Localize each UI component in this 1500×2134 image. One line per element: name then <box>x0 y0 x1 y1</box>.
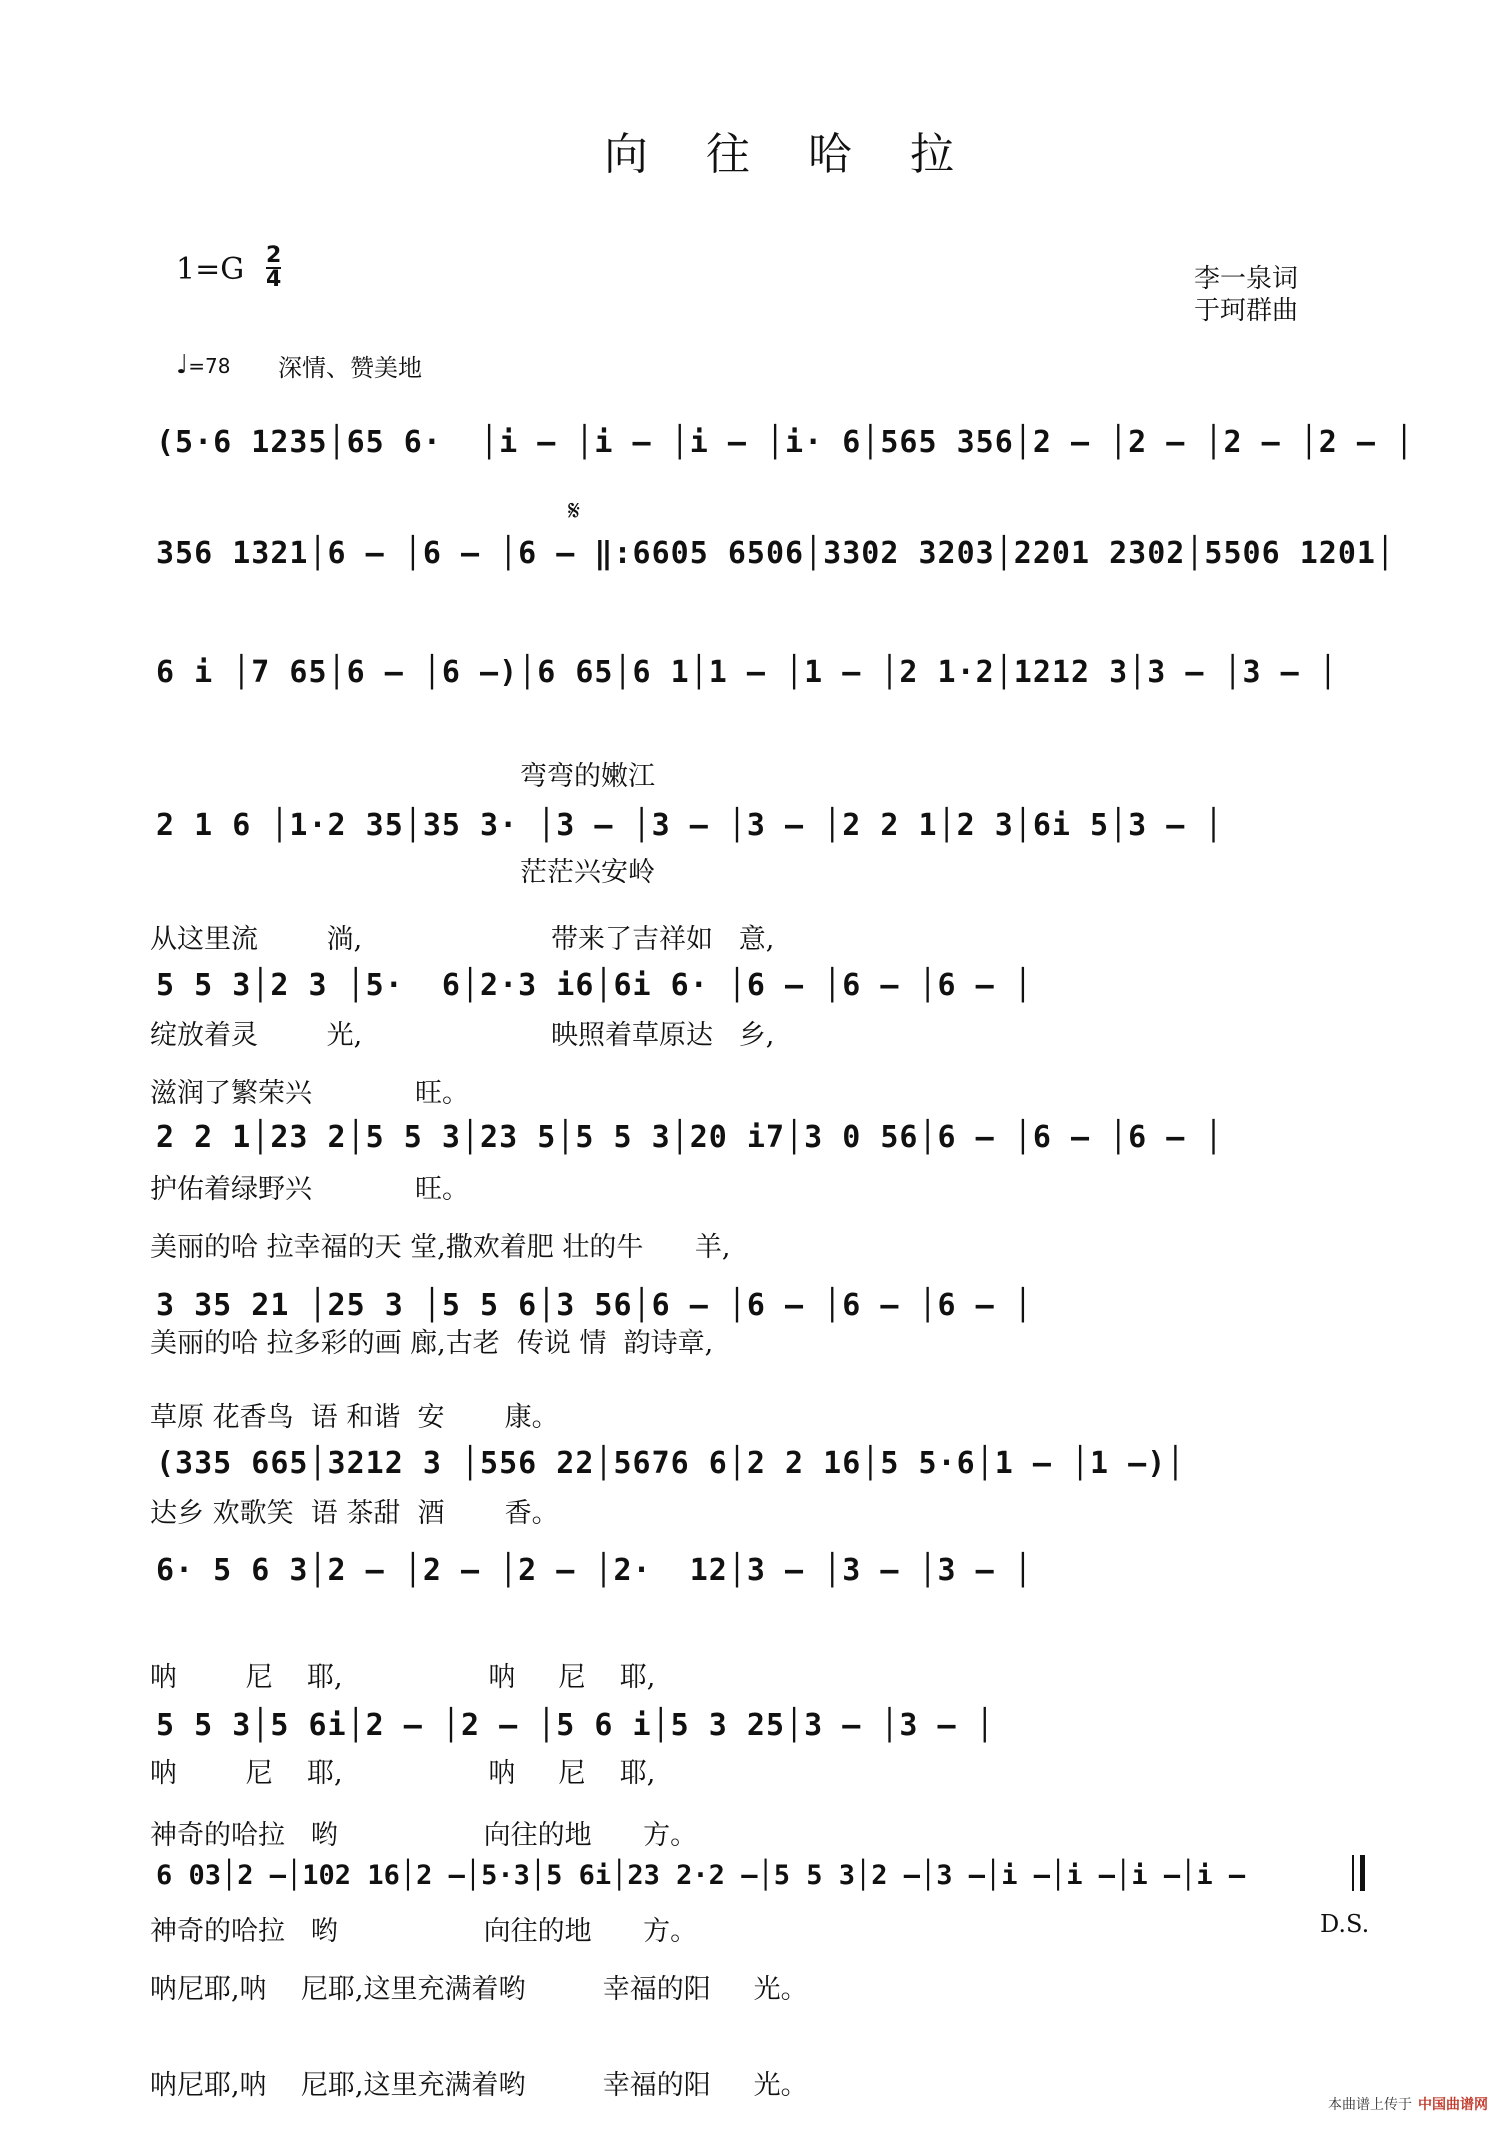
lyric-line: 呐尼耶,呐 尼耶,这里充满着哟 幸福的阳 光。 <box>150 2070 808 2101</box>
tempo-marking <box>176 350 230 380</box>
music-row-7: 3 35 21 │25 3 │5 5 6│3 56│6 – │6 – │6 – │6 – │ <box>156 1288 1033 1323</box>
lyric-line: 从这里流 淌, 带来了吉祥如 意, <box>150 924 775 955</box>
music-row-1: (5·6 1235│65 6· │i – │i – │i – │i· 6│565 356│2 – │2 – │2 – │2 – │ <box>156 425 1415 460</box>
music-row-11: 6 03│2 –│102 16│2 –│5·3│5 6i│23 2·2 –│5 5 3│2 –│3 –│i –│i –│i –│i – <box>156 1860 1246 1891</box>
lyric-line: 呐尼耶,呐 尼耶,这里充满着哟 幸福的阳 光。 <box>150 1974 808 2005</box>
key-signature: 1=G <box>176 252 245 287</box>
lyric-line: 茫茫兴安岭 <box>520 857 655 888</box>
segno-icon: 𝄋 <box>568 494 581 527</box>
tempo-value: =78 <box>188 354 231 378</box>
music-row-10: 5 5 3│5 6i│2 – │2 – │5 6 i│5 3 25│3 – │3 – │ <box>156 1708 995 1743</box>
lyric-line: 护佑着绿野兴 旺。 <box>150 1174 469 1205</box>
lyric-line: 呐 尼 耶, 呐 尼 耶, <box>150 1758 656 1789</box>
music-row-9: 6· 5 6 3│2 – │2 – │2 – │2· 12│3 – │3 – │3 – │ <box>156 1553 1033 1588</box>
footer-brand[interactable]: 中国曲谱网 <box>1418 2097 1488 2113</box>
lyric-line: 神奇的哈拉 哟 向往的地 方。 <box>150 1916 698 1947</box>
time-sig-top: 2 <box>266 243 282 268</box>
music-row-5: 5 5 3│2 3 │5· 6│2·3 i6│6i 6· │6 – │6 – │6 – │ <box>156 968 1033 1003</box>
lyric-line: 美丽的哈 拉幸福的天 堂,撒欢着肥 壮的牛 羊, <box>150 1232 731 1263</box>
lyric-line: 达乡 欢歌笑 语 茶甜 酒 香。 <box>150 1498 559 1529</box>
quarter-note-icon: ♩ <box>176 350 189 380</box>
lyrics-row-11 <box>150 1910 808 2134</box>
expression-marking: 深情、赞美地 <box>278 354 422 382</box>
lyric-line: 绽放着灵 光, 映照着草原达 乡, <box>150 1020 775 1051</box>
lyric-line: 滋润了繁荣兴 旺。 <box>150 1078 469 1109</box>
lyricist: 李一泉词 <box>1194 264 1299 294</box>
music-row-6: 2 2 1│23 2│5 5 3│23 5│5 5 3│20 i7│3 0 56│6 – │6 – │6 – │ <box>156 1120 1224 1155</box>
page-title: 向往哈拉 <box>604 129 1012 180</box>
lyric-line: 神奇的哈拉 哟 向往的地 方。 <box>150 1820 698 1851</box>
footer-credit <box>1328 2094 1488 2114</box>
dal-segno-marking: D.S. <box>1320 1910 1370 1938</box>
lyric-line: 美丽的哈 拉多彩的画 廊,古老 传说 情 韵诗章, <box>150 1328 714 1359</box>
music-row-4: 2 1 6 │1·2 35│35 3· │3 – │3 – │3 – │2 2 1│2 3│6i 5│3 – │ <box>156 808 1224 843</box>
time-sig-bottom: 4 <box>266 267 282 292</box>
final-barline <box>1352 1855 1365 1891</box>
lyric-line: 呐 尼 耶, 呐 尼 耶, <box>150 1662 656 1693</box>
lyric-line: 弯弯的嫩江 <box>520 761 655 792</box>
footer-text: 本曲谱上传于 <box>1328 2097 1412 2113</box>
music-row-8: (335 665│3212 3 │556 22│5676 6│2 2 16│5 5·6│1 – │1 –)│ <box>156 1446 1186 1481</box>
music-row-2: 356 1321│6 – │6 – │6 – ‖:6605 6506│3302 3203│2201 2302│5506 1201│ <box>156 536 1395 571</box>
composer: 于珂群曲 <box>1194 296 1299 326</box>
music-row-3: 6 i │7 65│6 – │6 –)│6 65│6 1│1 – │1 – │2 1·2│1212 3│3 – │3 – │ <box>156 655 1338 690</box>
lyric-line: 草原 花香鸟 语 和谐 安 康。 <box>150 1402 559 1433</box>
time-signature <box>266 245 281 291</box>
